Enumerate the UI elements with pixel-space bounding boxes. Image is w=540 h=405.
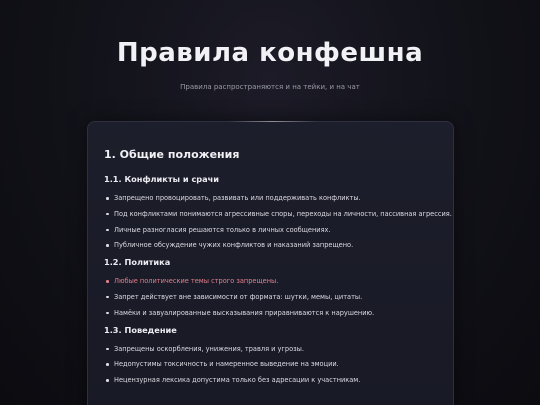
rules-card bbox=[87, 121, 454, 405]
rule-item: Недопустимы токсичность и намеренное выведение на эмоции. bbox=[104, 360, 437, 368]
rule-item: Запрещены оскорбления, унижения, травля и угрозы. bbox=[104, 345, 437, 353]
subsection-title-politics: 1.2. Политика bbox=[104, 257, 171, 268]
subsection-title-behavior: 1.3. Поведение bbox=[104, 324, 177, 335]
rule-item-highlighted: Любые политические темы строго запрещены. bbox=[104, 277, 437, 285]
rule-item: Запрет действует вне зависимости от формата: шутки, мемы, цитаты. bbox=[104, 293, 437, 301]
rule-item: Нецензурная лексика допустима только без адресации к участникам. bbox=[104, 376, 437, 384]
section-title: 1. Общие положения bbox=[104, 148, 240, 161]
card-top-glow bbox=[228, 121, 318, 122]
rule-item: Под конфликтами понимаются агрессивные споры, переходы на личности, пассивная агрессия. bbox=[104, 210, 437, 218]
rule-item: Намёки и завуалированные высказывания приравниваются к нарушению. bbox=[104, 309, 437, 317]
rules-list-behavior bbox=[104, 345, 437, 385]
subsection-title-conflicts: 1.1. Конфликты и срачи bbox=[104, 174, 220, 184]
page-title: Правила конфешна bbox=[116, 38, 424, 68]
rules-card-content bbox=[88, 122, 453, 384]
rule-item: Публичное обсуждение чужих конфликтов и наказаний запрещено. bbox=[104, 241, 437, 249]
rules-list-conflicts bbox=[104, 194, 452, 250]
rules-list-politics bbox=[104, 277, 437, 317]
page-subtitle: Правила распространяются и на тейки, и на чат bbox=[180, 83, 360, 91]
rule-item: Личные разногласия решаются только в личных сообщениях. bbox=[104, 226, 437, 234]
rule-item: Запрещено провоцировать, развивать или поддерживать конфликты. bbox=[104, 194, 437, 202]
